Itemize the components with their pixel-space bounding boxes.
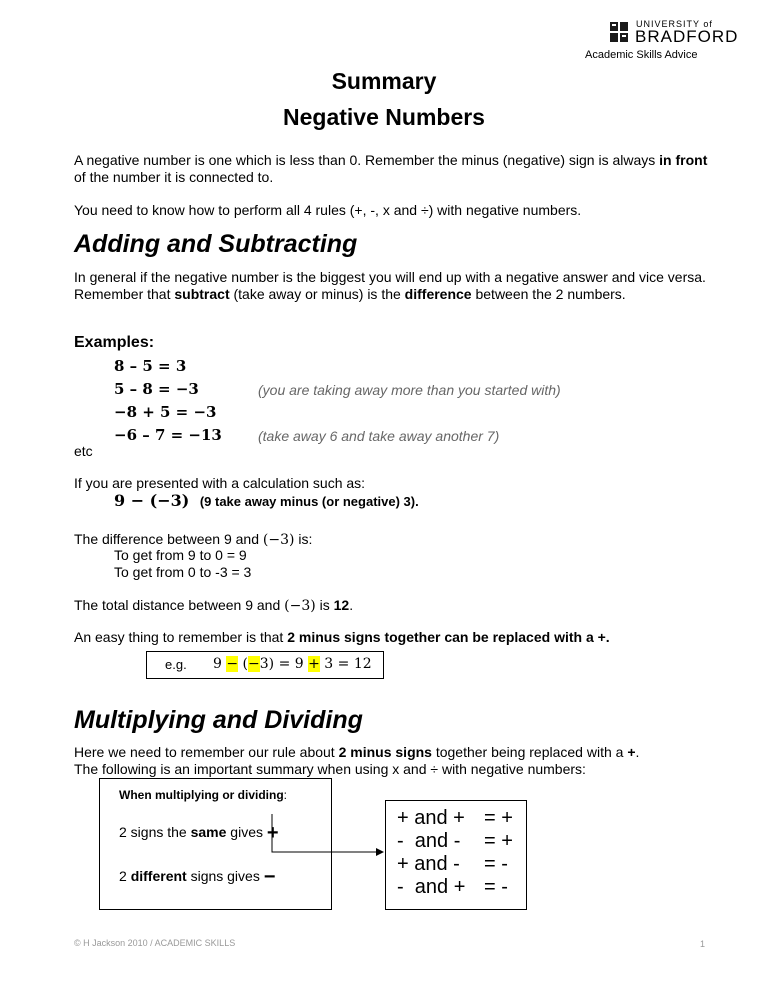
sign-rule-result: = - (484, 853, 508, 875)
sign-rule-row: + and - (397, 853, 460, 875)
minus-sign: − (263, 866, 276, 888)
intro-paragraph-1: A negative number is one which is less than 0. Remember the minus (negative) sign is always in front of the number it is connected to. (74, 152, 708, 185)
logo-icon (608, 20, 630, 44)
sign-rule-result: = + (484, 807, 513, 829)
logo-university-of: UNIVERSITY of (636, 19, 713, 29)
sign-rule-row: - and + (397, 876, 466, 898)
sign-rule-result: = + (484, 830, 513, 852)
adding-paragraph: In general if the negative number is the biggest you will end up with a negative answer and vice versa. Remember that subtract (take away or minus) is the difference between the 2 numbers. (74, 269, 706, 302)
sign-rules-box (385, 800, 527, 910)
calc-note: (9 take away minus (or negative) 3). (199, 494, 419, 509)
example-note-2: (you are taking away more than you started with) (258, 382, 561, 398)
heading-multiplying-dividing: Multiplying and Dividing (74, 706, 363, 734)
rule-box-title: When multiplying or dividing: (119, 788, 287, 802)
easy-rule-line: An easy thing to remember is that 2 minus signs together can be replaced with a +. (74, 629, 610, 645)
page-title-line2: Negative Numbers (283, 104, 485, 130)
step-2: To get from 0 to -3 = 3 (114, 564, 252, 580)
calc-expression: 9 − (−3) (114, 491, 190, 510)
calc-line (114, 491, 419, 511)
presented-text: If you are presented with a calculation such as: (74, 475, 366, 491)
eg-expression: 9 − (−3) = 9 + 3 = 12 (213, 656, 372, 672)
total-distance-line: The total distance between 9 and (−3) is 12. (74, 597, 354, 614)
sign-rule-row: - and - (397, 830, 461, 852)
heading-adding-subtracting: Adding and Subtracting (74, 230, 358, 258)
logo-unit: Academic Skills Advice (585, 49, 698, 61)
example-eq-4: −6 – 7 = −13 (114, 426, 222, 444)
university-logo (584, 18, 744, 64)
page-number: 1 (700, 939, 706, 949)
examples-label: Examples: (74, 334, 155, 351)
example-note-4: (take away 6 and take away another 7) (258, 428, 500, 444)
different-signs-rule: 2 different signs gives − (119, 866, 276, 888)
eg-label: e.g. (165, 657, 187, 672)
multiplying-paragraph-1: Here we need to remember our rule about 2 minus signs together being replaced with a +. (74, 744, 640, 760)
example-eq-1: 8 – 5 = 3 (114, 357, 187, 375)
example-eq-3: −8 + 5 = −3 (114, 403, 217, 421)
sign-rule-result: = - (484, 876, 508, 898)
multiplying-paragraph-2: The following is an important summary when using x and ÷ with negative numbers: (74, 761, 586, 777)
etc-text: etc (74, 443, 93, 459)
sign-rule-row: + and + (397, 807, 465, 829)
same-signs-rule: 2 signs the same gives + (119, 822, 279, 844)
footer-copyright: © H Jackson 2010 / ACADEMIC SKILLS (74, 938, 236, 948)
intro-paragraph-2: You need to know how to perform all 4 rules (+, -, x and ÷) with negative numbers. (74, 202, 582, 218)
step-1: To get from 9 to 0 = 9 (114, 547, 247, 563)
logo-name: BRADFORD (635, 27, 739, 46)
plus-sign: + (266, 822, 279, 844)
example-box (146, 651, 384, 679)
page-title-line1: Summary (331, 68, 437, 94)
example-eq-2: 5 – 8 = −3 (114, 380, 199, 398)
arrow-right-icon (268, 812, 388, 862)
difference-line: The difference between 9 and (−3) is: (74, 531, 313, 548)
